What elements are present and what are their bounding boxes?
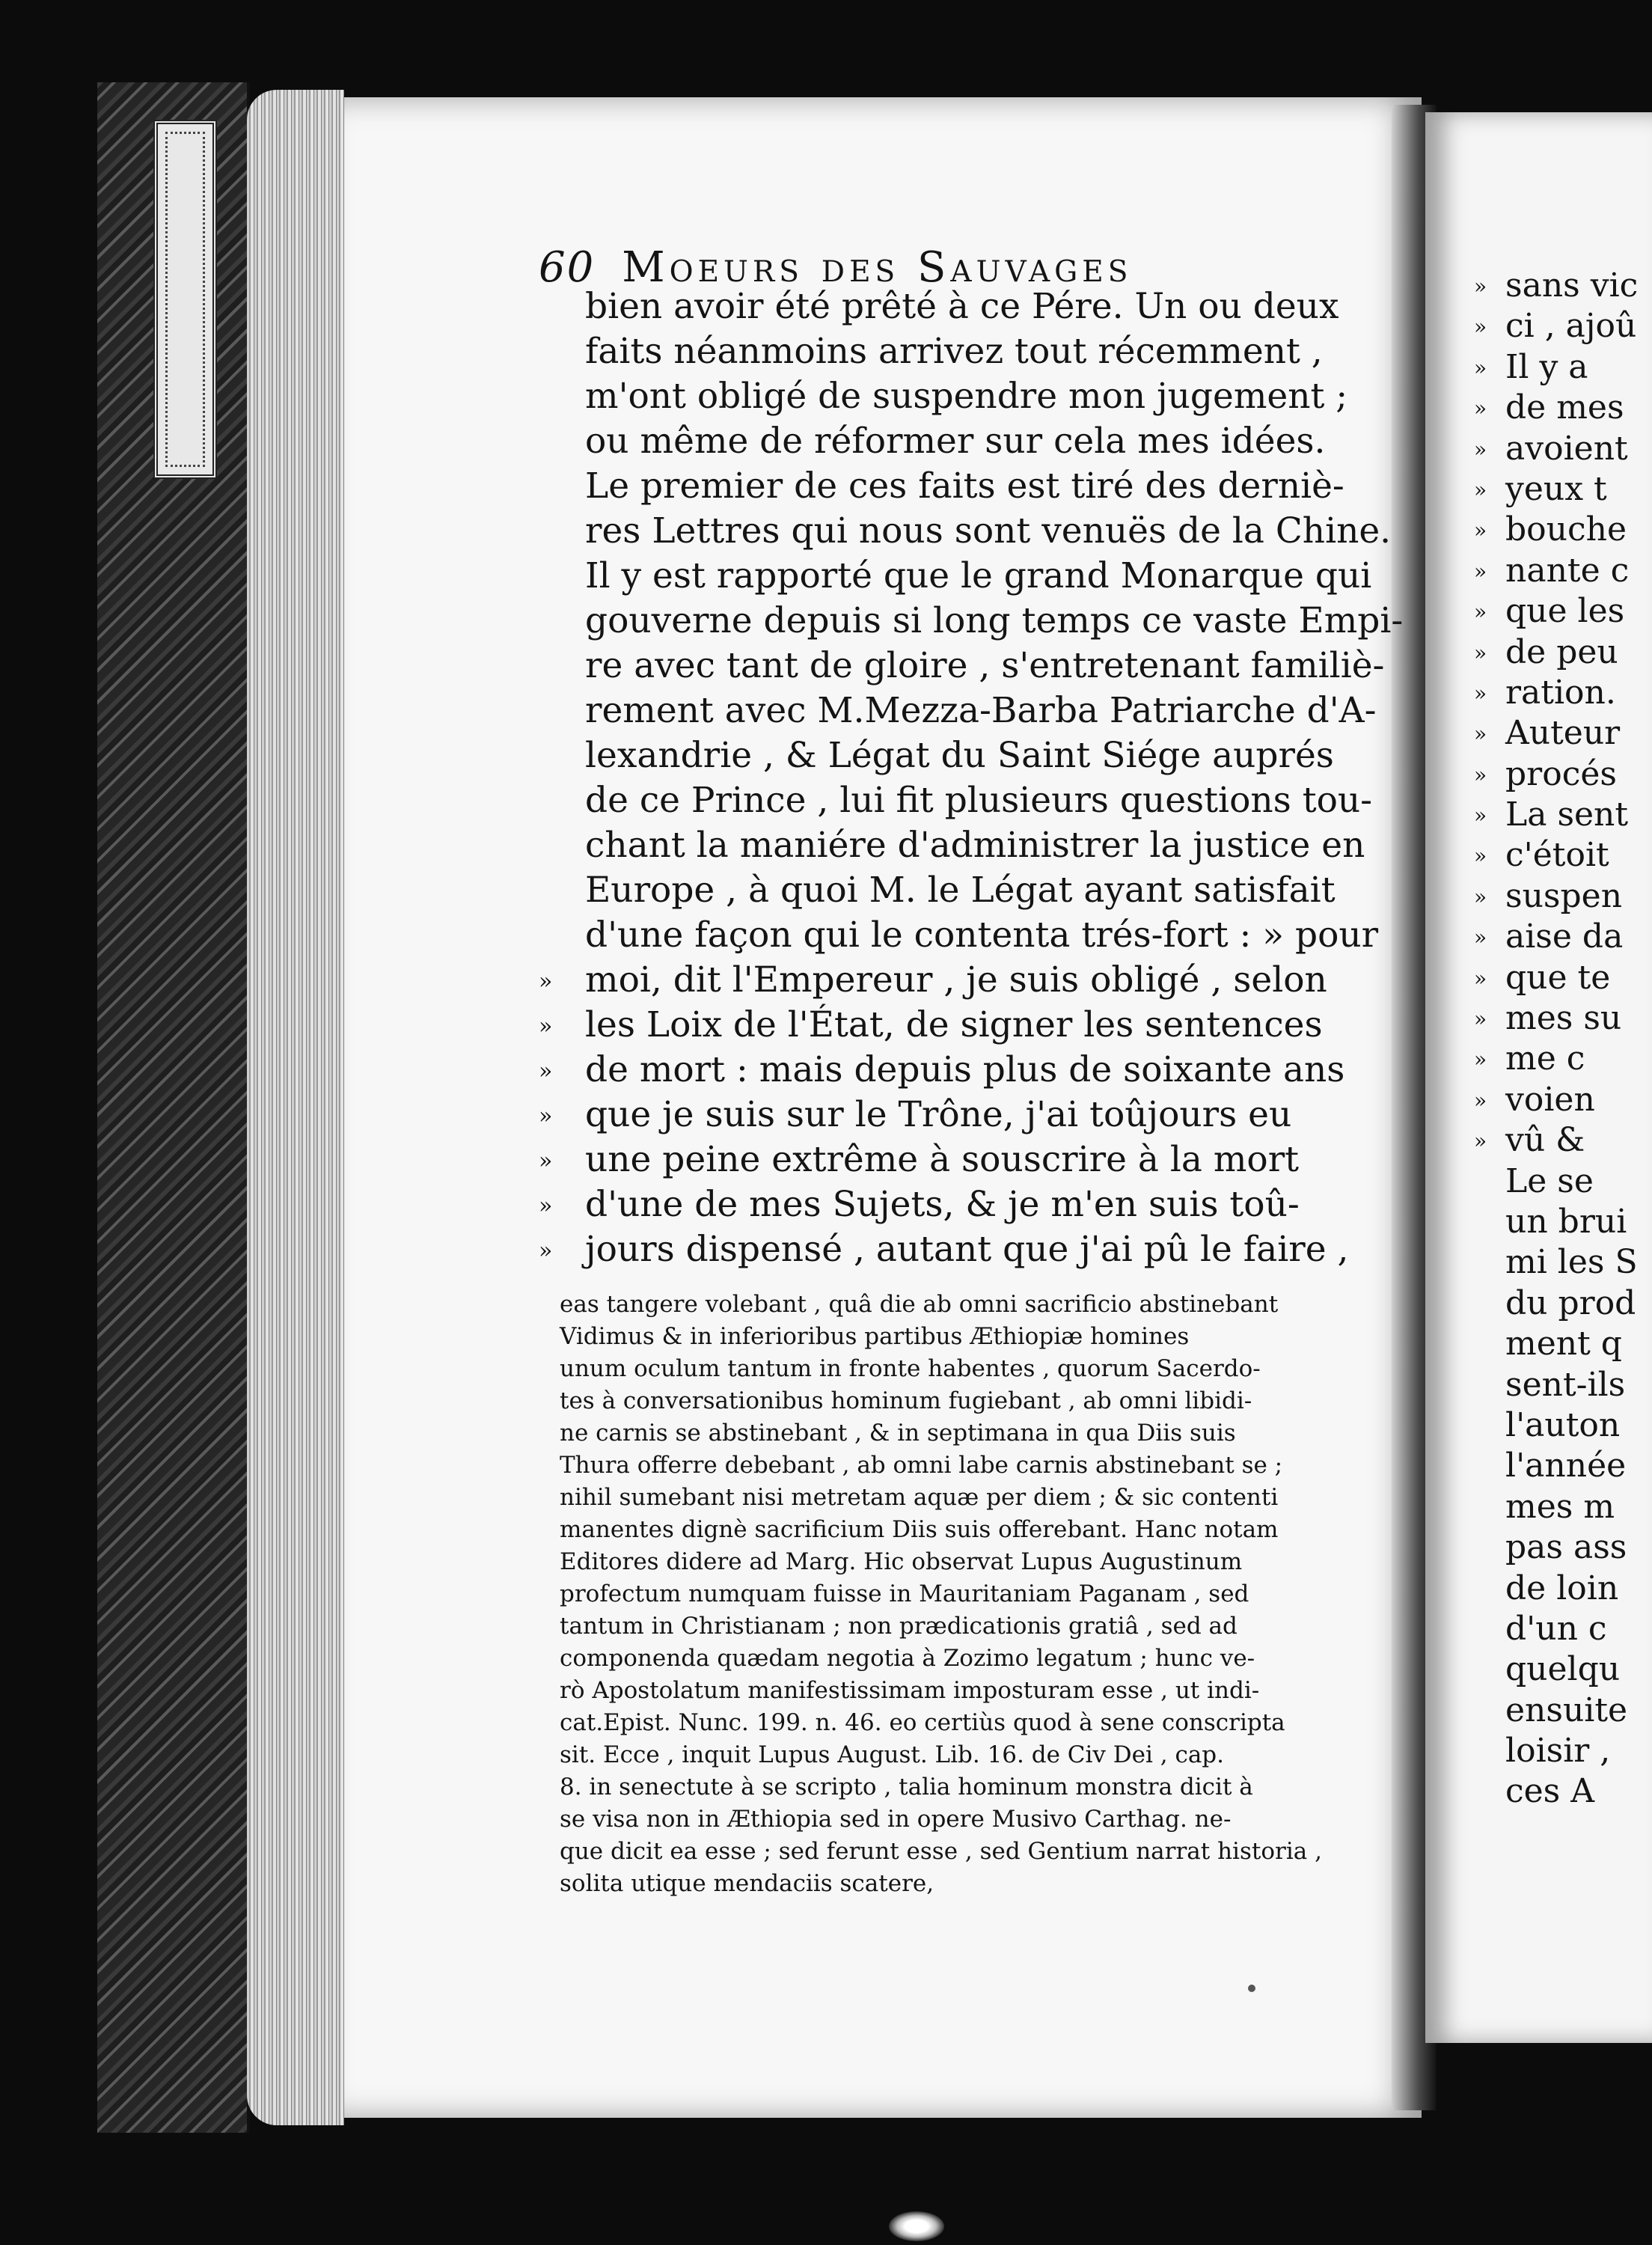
line-text: un brui xyxy=(1505,1202,1627,1241)
text-line xyxy=(1474,917,1652,957)
text-line xyxy=(1474,429,1652,469)
quote-mark: » xyxy=(539,1193,553,1219)
line-text: ces A xyxy=(1505,1772,1595,1811)
line-text: avoient xyxy=(1505,429,1628,468)
text-line: tantum in Christianam ; non prædicationis gratiâ , sed ad xyxy=(560,1613,1238,1640)
line-text: m'ont obligé de suspendre mon jugement ; xyxy=(585,376,1348,417)
running-head: Moeurs des Sauvages xyxy=(622,243,1133,292)
line-text: chant la maniére d'administrer la justice en xyxy=(585,825,1365,866)
line-text: de mort : mais depuis plus de soixante ans xyxy=(585,1049,1345,1090)
quote-mark: » xyxy=(539,1238,553,1264)
line-text: ment q xyxy=(1505,1325,1622,1363)
line-text: procés xyxy=(1505,754,1617,793)
quote-mark: » xyxy=(1474,558,1487,584)
text-line: solita utique mendaciis scatere, xyxy=(560,1870,934,1897)
text-line xyxy=(1474,1202,1652,1242)
line-text: l'auton xyxy=(1505,1405,1621,1444)
text-line xyxy=(539,823,1392,868)
line-text: que je suis sur le Trône, j'ai toûjours eu xyxy=(585,1094,1292,1135)
text-line xyxy=(539,644,1392,688)
text-line xyxy=(1474,1569,1652,1609)
quote-mark: » xyxy=(539,968,553,995)
text-line xyxy=(539,688,1392,733)
text-line xyxy=(1474,306,1652,346)
line-text: d'un c xyxy=(1505,1609,1607,1648)
text-line xyxy=(1474,632,1652,673)
quote-mark: » xyxy=(1474,721,1487,747)
quote-mark: » xyxy=(1474,314,1487,340)
line-text: suspen xyxy=(1505,876,1623,915)
quote-mark: » xyxy=(1474,518,1487,543)
line-text: La sent xyxy=(1505,795,1629,834)
text-line xyxy=(1474,1120,1652,1161)
text-line xyxy=(1474,1649,1652,1690)
text-line: cat.Epist. Nunc. 199. n. 46. eo certiùs quod à sene conscripta xyxy=(560,1709,1285,1736)
line-text: aise da xyxy=(1505,917,1624,956)
text-line xyxy=(1474,551,1652,591)
line-text: d'une façon qui le contenta trés-fort : » pour xyxy=(585,914,1379,956)
text-line: 8. in senectute à se scripto , talia hominum monstra dicit à xyxy=(560,1774,1253,1800)
text-line: unum oculum tantum in fronte habentes , quorum Sacerdo- xyxy=(560,1355,1261,1382)
line-text: sans vic xyxy=(1505,266,1639,305)
line-text: faits néanmoins arrivez tout récemment , xyxy=(585,331,1323,372)
quote-mark: » xyxy=(1474,436,1487,462)
line-text: quelqu xyxy=(1505,1650,1621,1689)
text-line xyxy=(1474,1446,1652,1486)
text-line: se visa non in Æthiopia sed in opere Musivo Carthag. ne- xyxy=(560,1806,1232,1833)
quote-mark: » xyxy=(1474,925,1487,950)
line-text: loisir , xyxy=(1505,1732,1611,1771)
text-line xyxy=(539,329,1392,374)
quote-mark: » xyxy=(1474,477,1487,502)
text-line xyxy=(539,958,1392,1003)
quote-mark: » xyxy=(1474,843,1487,869)
line-text: rement avec M.Mezza-Barba Patriarche d'A- xyxy=(585,690,1377,731)
text-line xyxy=(1474,713,1652,754)
text-line: Vidimus & in inferioribus partibus Æthiopiæ homines xyxy=(560,1323,1190,1350)
text-line xyxy=(1474,1161,1652,1202)
text-line xyxy=(1474,1242,1652,1283)
quote-mark: » xyxy=(1474,355,1487,380)
text-line xyxy=(539,419,1392,464)
quote-mark: » xyxy=(1474,1087,1487,1113)
line-text: du prod xyxy=(1505,1283,1636,1322)
text-line: ne carnis se abstinebant , & in septimana in qua Diis suis xyxy=(560,1420,1236,1447)
line-text: lexandrie , & Légat du Saint Siége auprés xyxy=(585,735,1334,776)
text-line xyxy=(1474,347,1652,388)
line-text: bien avoir été prêté à ce Pére. Un ou deux xyxy=(585,286,1339,327)
text-line xyxy=(1474,510,1652,550)
line-text: mes m xyxy=(1505,1487,1615,1526)
line-text: de mes xyxy=(1505,388,1624,427)
quote-mark: » xyxy=(1474,640,1487,665)
quote-mark: » xyxy=(1474,762,1487,787)
right-page-text xyxy=(1474,266,1652,1812)
line-text: ou même de réformer sur cela mes idées. xyxy=(585,421,1326,462)
line-text: Le premier de ces faits est tiré des derniè- xyxy=(585,465,1344,507)
text-line: Thura offerre debebant , ab omni labe carnis abstinebant se ; xyxy=(560,1452,1283,1479)
text-line xyxy=(1474,1527,1652,1568)
text-line xyxy=(1474,754,1652,795)
quote-mark: » xyxy=(539,1058,553,1084)
line-text: que te xyxy=(1505,958,1611,997)
text-line xyxy=(539,913,1392,958)
text-line: profectum numquam fuisse in Mauritaniam Paganam , sed xyxy=(560,1580,1249,1607)
quote-mark: » xyxy=(1474,803,1487,828)
text-line xyxy=(1474,795,1652,835)
line-text: l'année xyxy=(1505,1447,1627,1485)
text-line xyxy=(1474,266,1652,306)
line-text: Le se xyxy=(1505,1161,1594,1200)
text-line: sit. Ecce , inquit Lupus August. Lib. 16. de Civ Dei , cap. xyxy=(560,1741,1224,1768)
text-line xyxy=(1474,1365,1652,1405)
text-line: que dicit ea esse ; sed ferunt esse , sed Gentium narrat historia , xyxy=(560,1838,1322,1865)
text-line xyxy=(539,1182,1392,1227)
line-text: Auteur xyxy=(1505,714,1621,753)
text-line xyxy=(1474,1283,1652,1324)
text-line xyxy=(1474,388,1652,428)
line-text: mes su xyxy=(1505,999,1622,1038)
quote-mark: » xyxy=(539,1103,553,1129)
quote-mark: » xyxy=(1474,884,1487,909)
text-line xyxy=(539,1093,1392,1137)
line-text: nante c xyxy=(1505,551,1630,590)
page-edges xyxy=(247,90,344,2125)
text-line: nihil sumebant nisi metretam aquæ per diem ; & sic contenti xyxy=(560,1484,1279,1511)
text-line xyxy=(539,868,1392,913)
quote-mark: » xyxy=(1474,1047,1487,1072)
text-line xyxy=(1474,1771,1652,1812)
text-line xyxy=(539,509,1392,554)
text-line: tes à conversationibus hominum fugiebant , ab omni libidi- xyxy=(560,1387,1252,1414)
quote-mark: » xyxy=(1474,274,1487,299)
line-text: bouche xyxy=(1505,510,1627,549)
quote-mark: » xyxy=(1474,965,1487,991)
line-text: re avec tant de gloire , s'entretenant familiè- xyxy=(585,645,1385,686)
quote-mark: » xyxy=(1474,1007,1487,1032)
quote-mark: » xyxy=(1474,680,1487,706)
line-text: gouverne depuis si long temps ce vaste Empi- xyxy=(585,600,1404,641)
text-line xyxy=(539,733,1392,778)
line-text: ci , ajoû xyxy=(1505,307,1637,346)
line-text: de loin xyxy=(1505,1569,1619,1607)
text-line: eas tangere volebant , quâ die ab omni sacrificio abstinebant xyxy=(560,1291,1279,1318)
quote-mark: » xyxy=(1474,396,1487,421)
page-ornament xyxy=(889,2211,944,2241)
cover-label-decoration xyxy=(153,120,217,479)
line-text: Europe , à quoi M. le Légat ayant satisfait xyxy=(585,870,1336,911)
line-text: que les xyxy=(1505,592,1625,631)
page-number: 60 xyxy=(539,243,596,292)
line-text: jours dispensé , autant que j'ai pû le faire , xyxy=(585,1229,1349,1270)
text-line xyxy=(539,554,1392,599)
line-text: Il y a xyxy=(1505,347,1588,386)
line-text: les Loix de l'État, de signer les sentences xyxy=(585,1004,1323,1045)
line-text: de peu xyxy=(1505,632,1618,671)
footnote-block xyxy=(560,1289,1390,1900)
line-text: sent-ils xyxy=(1505,1365,1626,1404)
text-line xyxy=(539,464,1392,509)
line-text: voien xyxy=(1505,1080,1595,1119)
text-line xyxy=(539,374,1392,419)
quote-mark: » xyxy=(539,1148,553,1174)
line-text: pas ass xyxy=(1505,1528,1627,1567)
line-text: d'une de mes Sujets, & je m'en suis toû- xyxy=(585,1184,1300,1225)
text-line xyxy=(1474,998,1652,1039)
line-text: res Lettres qui nous sont venuës de la Chine. xyxy=(585,510,1392,552)
text-line: componenda quædam negotia à Zozimo legatum ; hunc ve- xyxy=(560,1645,1255,1672)
text-line xyxy=(539,1003,1392,1048)
text-line xyxy=(1474,1731,1652,1771)
text-line xyxy=(539,1048,1392,1093)
text-line xyxy=(1474,958,1652,998)
text-line xyxy=(1474,876,1652,917)
text-line xyxy=(1474,1039,1652,1079)
text-line xyxy=(1474,469,1652,510)
quote-mark: » xyxy=(1474,599,1487,625)
line-text: une peine extrême à souscrire à la mort xyxy=(585,1139,1300,1180)
ink-dot xyxy=(1248,1985,1255,1992)
line-text: de ce Prince , lui fit plusieurs questions tou- xyxy=(585,780,1373,821)
text-line xyxy=(1474,1487,1652,1527)
quote-mark: » xyxy=(1474,1128,1487,1154)
line-text: Il y est rapporté que le grand Monarque qui xyxy=(585,555,1372,596)
text-line xyxy=(539,1137,1392,1182)
quote-mark: » xyxy=(539,1013,553,1039)
line-text: ration. xyxy=(1505,673,1616,712)
line-text: ensuite xyxy=(1505,1690,1628,1729)
text-line xyxy=(539,599,1404,644)
text-line xyxy=(1474,1690,1652,1731)
line-text: moi, dit l'Empereur , je suis obligé , selon xyxy=(585,959,1327,1001)
line-text: me c xyxy=(1505,1039,1585,1078)
text-line xyxy=(1474,835,1652,876)
line-text: c'étoit xyxy=(1505,836,1609,875)
main-text-block xyxy=(539,284,1404,1272)
text-line xyxy=(1474,1609,1652,1649)
text-line xyxy=(1474,1405,1652,1446)
text-line xyxy=(539,778,1392,823)
text-line xyxy=(1474,1080,1652,1120)
line-text: mi les S xyxy=(1505,1243,1638,1282)
text-line: Editores didere ad Marg. Hic observat Lupus Augustinum xyxy=(560,1548,1243,1575)
text-line: manentes dignè sacrificium Diis suis offerebant. Hanc notam xyxy=(560,1516,1279,1543)
text-line: rò Apostolatum manifestissimam imposturam esse , ut indi- xyxy=(560,1677,1260,1704)
text-line xyxy=(1474,1324,1652,1364)
line-text: vû & xyxy=(1505,1121,1585,1160)
text-line xyxy=(1474,591,1652,632)
line-text: yeux t xyxy=(1505,469,1607,508)
text-line xyxy=(1474,673,1652,713)
text-line xyxy=(539,284,1392,329)
text-line xyxy=(539,1227,1392,1272)
